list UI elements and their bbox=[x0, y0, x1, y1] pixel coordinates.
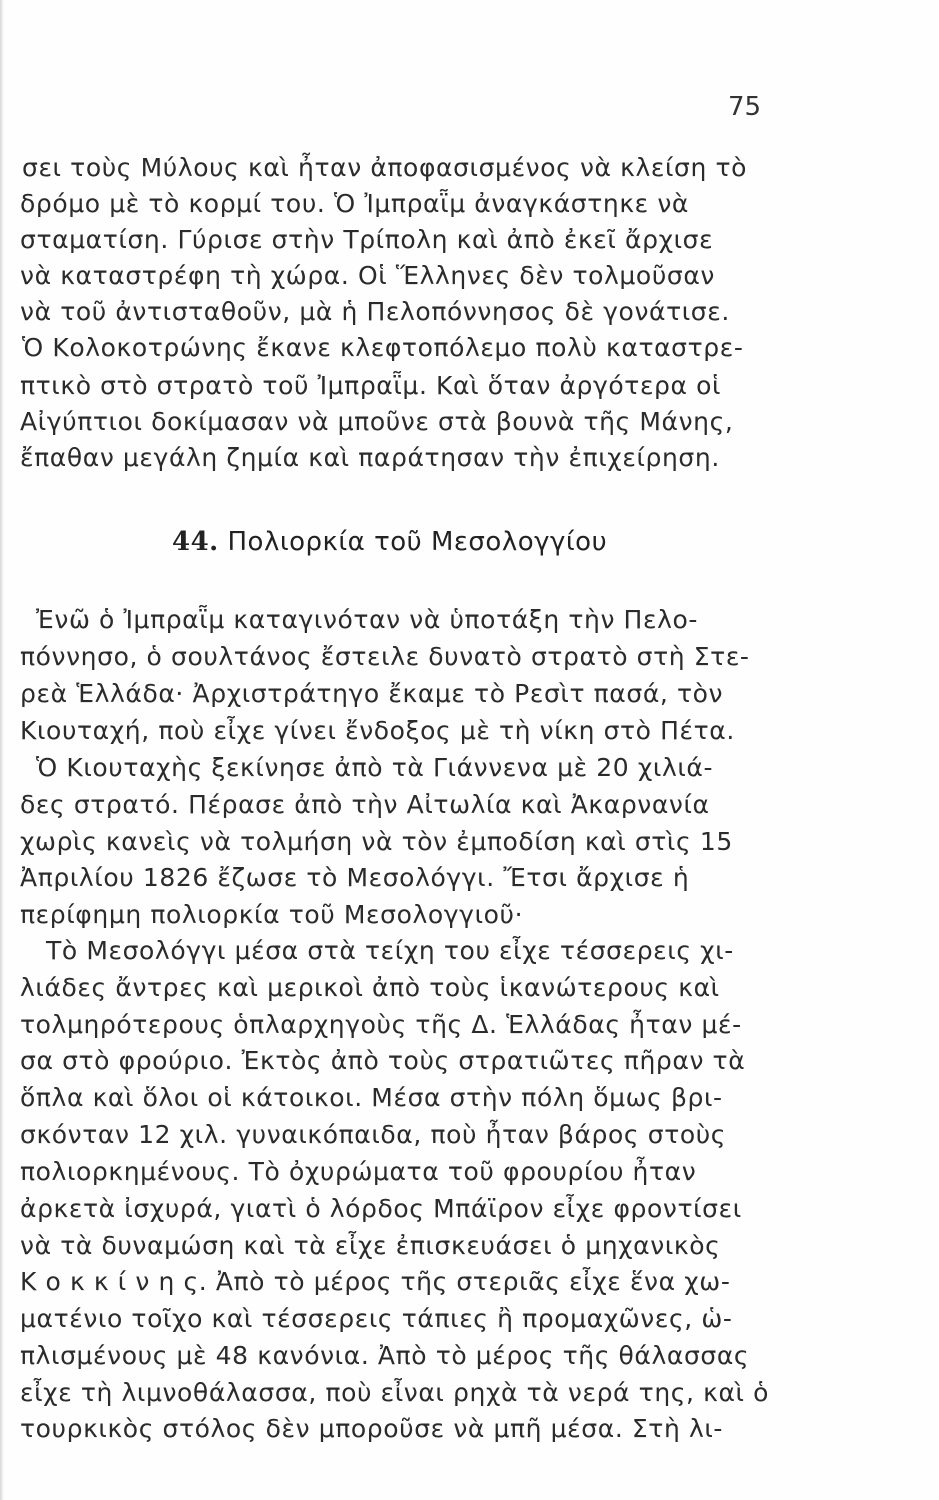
text-line: εἶχε τὴ λιμνοθάλασσα, ποὺ εἶναι ρηχὰ τὰ νερά της, καὶ ὁ bbox=[20, 1378, 770, 1407]
text-line: πόννησο, ὁ σουλτάνος ἔστειλε δυνατὸ στρατὸ στὴ Στε- bbox=[20, 642, 750, 671]
section-number: 44. bbox=[172, 527, 219, 557]
text-line: Ὁ Κιουταχὴς ξεκίνησε ἀπὸ τὰ Γιάννενα μὲ 20 χιλιά- bbox=[36, 753, 714, 782]
section-title: Πολιορκία τοῦ Μεσολογγίου bbox=[227, 527, 608, 557]
section-heading bbox=[172, 527, 607, 557]
text-line: σα στὸ φρούριο. Ἐκτὸς ἀπὸ τοὺς στρατιῶτες πῆραν τὰ bbox=[20, 1046, 746, 1075]
text-line: χωρὶς κανεὶς νὰ τολμήση νὰ τὸν ἐμποδίση καὶ στὶς 15 bbox=[20, 827, 733, 856]
text-line: Ἐνῶ ὁ Ἰμπραῗμ καταγινόταν νὰ ὑποτάξη τὴν Πελο- bbox=[36, 605, 698, 634]
text-line: Ἀπριλίου 1826 ἔζωσε τὸ Μεσολόγγι. Ἔτσι ἄρχισε ἡ bbox=[20, 863, 690, 892]
text-line: Ὁ Κολοκοτρώνης ἔκανε κλεφτοπόλεμο πολὺ καταστρε- bbox=[22, 333, 744, 362]
text-line: πτικὸ στὸ στρατὸ τοῦ Ἰμπραῗμ. Καὶ ὅταν ἀργότερα οἱ bbox=[20, 371, 722, 400]
text-line: πολιορκημένους. Τὸ ὀχυρώματα τοῦ φρουρίου ἦταν bbox=[20, 1157, 697, 1186]
page-number: 75 bbox=[728, 92, 762, 122]
text-line: σκόνταν 12 χιλ. γυναικόπαιδα, ποὺ ἦταν βάρος στοὺς bbox=[20, 1120, 727, 1149]
text-line: Τὸ Μεσολόγγι μέσα στὰ τείχη του εἶχε τέσσερεις χι- bbox=[46, 936, 734, 965]
text-line: τουρκικὸς στόλος δὲν μποροῦσε νὰ μπῆ μέσα. Στὴ λι- bbox=[20, 1414, 724, 1443]
text-line: ὅπλα καὶ ὅλοι οἱ κάτοικοι. Μέσα στὴν πόλη ὅμως βρι- bbox=[20, 1083, 723, 1112]
text-line: πλισμένους μὲ 48 κανόνια. Ἀπὸ τὸ μέρος τῆς θάλασσας bbox=[20, 1341, 750, 1370]
text-line: ματένιο τοῖχο καὶ τέσσερεις τάπιες ἢ προμαχῶνες, ὡ- bbox=[20, 1304, 733, 1333]
text-line: περίφημη πολιορκία τοῦ Μεσολογγιοῦ· bbox=[20, 900, 524, 929]
text-line: τολμηρότερους ὁπλαρχηγοὺς τῆς Δ. Ἑλλάδας ἦταν μέ- bbox=[20, 1010, 742, 1039]
text-line: Κ ο κ κ ί ν η ς. Ἀπὸ τὸ μέρος τῆς στεριᾶς εἶχε ἕνα χω- bbox=[20, 1267, 731, 1296]
text-line: νὰ τὰ δυναμώση καὶ τὰ εἶχε ἐπισκευάσει ὁ μηχανικὸς bbox=[20, 1231, 721, 1260]
text-line: σταματίση. Γύρισε στὴν Τρίπολη καὶ ἀπὸ ἐκεῖ ἄρχισε bbox=[20, 225, 714, 254]
text-line: δρόμο μὲ τὸ κορμί του. Ὁ Ἰμπραῗμ ἀναγκάστηκε νὰ bbox=[20, 189, 689, 218]
page-edge-shadow bbox=[0, 0, 4, 1500]
text-line: σει τοὺς Μύλους καὶ ἦταν ἀποφασισμένος νὰ κλείση τὸ bbox=[22, 153, 748, 182]
text-line: ἔπαθαν μεγάλη ζημία καὶ παράτησαν τὴν ἐπιχείρηση. bbox=[20, 443, 720, 472]
text-line: λιάδες ἄντρες καὶ μερικοὶ ἀπὸ τοὺς ἱκανώτερους καὶ bbox=[20, 973, 720, 1002]
text-line: δες στρατό. Πέρασε ἀπὸ τὴν Αἰτωλία καὶ Ἀκαρνανία bbox=[20, 790, 710, 819]
text-line: Κιουταχή, ποὺ εἶχε γίνει ἔνδοξος μὲ τὴ νίκη στὸ Πέτα. bbox=[20, 716, 735, 745]
text-line: Αἰγύπτιοι δοκίμασαν νὰ μποῦνε στὰ βουνὰ τῆς Μάνης, bbox=[20, 407, 734, 436]
text-line: ρεὰ Ἑλλάδα· Ἀρχιστράτηγο ἔκαμε τὸ Ρεσὶτ πασά, τὸν bbox=[20, 679, 724, 708]
text-line: νὰ τοῦ ἀντισταθοῦν, μὰ ἡ Πελοπόννησος δὲ γονάτισε. bbox=[20, 297, 730, 326]
text-line: ἀρκετὰ ἰσχυρά, γιατὶ ὁ λόρδος Μπάϊρον εἶχε φροντίσει bbox=[20, 1194, 742, 1223]
text-line: νὰ καταστρέφη τὴ χώρα. Οἱ Ἕλληνες δὲν τολμοῦσαν bbox=[20, 261, 715, 290]
